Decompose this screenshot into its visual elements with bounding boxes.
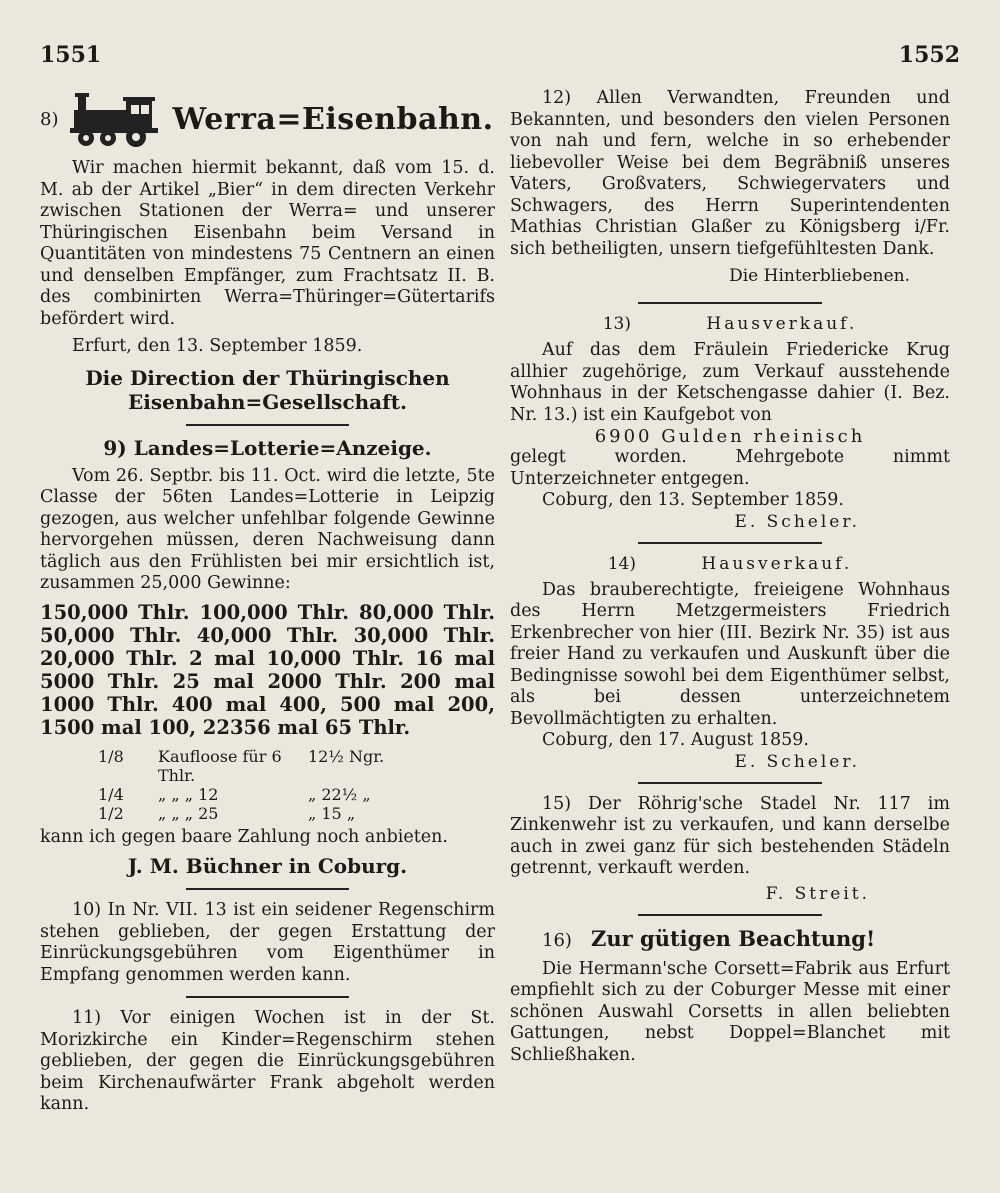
ad-title: Hausverkauf. (706, 314, 858, 334)
ad-title: Zur gütigen Beachtung! (591, 925, 876, 951)
left-column (40, 88, 495, 1116)
ad-date: Coburg, den 17. August 1859. (542, 730, 809, 750)
fraction: 1/2 (98, 803, 124, 823)
ad-title: Hausverkauf. (701, 553, 853, 574)
kaufloose-row (40, 804, 495, 823)
ad-stadel (510, 794, 950, 904)
price-label: „ „ „ 12 (158, 784, 219, 804)
prize-list: 150,000 Thlr. 100,000 Thlr. 80,000 Thlr. 50,000 Thlr. 40,000 Thlr. 30,000 Thlr. 20,000 Thlr. 2 mal 10,000 Thlr. 16 mal 5000 Thlr. 25 mal 2000 Thlr. 200 mal 1000 Thlr. 400 mal 400, 500 mal 200, 1500 mal 100, 22356 mal 65 Thlr. (40, 600, 495, 739)
ad-title: Werra=Eisenbahn. (172, 101, 494, 137)
ad-signature: F. Streit. (765, 883, 870, 904)
ad-signature-line-2: Eisenbahn=Gesellschaft. (128, 389, 407, 414)
ad-signature: E. Scheler. (734, 751, 860, 772)
offer-amount: 6900 Gulden rheinisch (594, 426, 866, 447)
kaufloose-row (40, 747, 495, 785)
ad-signature: Die Hinterbliebenen. (729, 266, 910, 286)
price-extra: „ 22½ „ (308, 784, 371, 804)
ad-body: Die Hermann'sche Corsett=Fabrik aus Erfurt empfiehlt sich zu der Coburger Messe mit einer schönen Auswahl Corsetts in allen beliebten Gattungen, nebst Doppel=Blanchet mit Schließhaken. (510, 958, 950, 1065)
ad-body: Auf das dem Fräulein Friedericke Krug allhier zugehörige, zum Verkauf ausstehende Wohnhaus in der Ketschengasse dahier (I. Bez. Nr. 13.) ist ein Kaufgebot von (510, 340, 950, 425)
separator (638, 914, 823, 916)
separator (638, 782, 823, 784)
fraction: 1/4 (98, 784, 124, 804)
ad-corsett-fabrik (510, 926, 950, 1067)
ad-signature-line-1: Die Direction der Thüringischen (85, 365, 450, 390)
ad-werra-eisenbahn (40, 88, 495, 414)
separator (186, 424, 350, 426)
ad-body: Vom 26. Septbr. bis 11. Oct. wird die letzte, 5te Classe der 56ten Landes=Lotterie in Leipzig gezogen, aus welcher unfehlbar folgende Gewinne hervorgehen müssen, deren Nachweisung dann täglich aus den Frühlisten bei mir ersichtlich ist, zusammen 25,000 Gewinne: (40, 465, 495, 593)
ad-kinder-regenschirm: 11) Vor einigen Wochen ist in der St. Morizkirche ein Kinder=Regenschirm stehen geblieben, der gegen die Einrückungsgebühren beim Kirchenaufwärter Frank abgeholt werden kann. (40, 1008, 495, 1114)
fraction: 1/8 (98, 746, 124, 766)
price-extra: 12½ Ngr. (308, 746, 385, 766)
ad-number: 8) (40, 108, 59, 130)
ad-body: Wir machen hiermit bekannt, daß vom 15. d. M. ab der Artikel „Bier“ in dem directen Verkehr zwischen Stationen der Werra= und unserer Thüringischen Eisenbahn beim Versand in Quantitäten von mindestens 75 Centnern an einen und denselben Empfänger, zum Frachtsatz II. B. des combinirten Werra=Thüringer=Gütertarifs befördert wird. (40, 158, 495, 329)
ad-closing: kann ich gegen baare Zahlung noch anbieten. (40, 826, 448, 847)
ad-date: Coburg, den 13. September 1859. (542, 490, 844, 510)
ad-regenschirm-vii: 10) In Nr. VII. 13 ist ein seidener Regenschirm stehen geblieben, der gegen Erstattung der Einrückungsgebühren vom Eigenthümer in Empfang genommen werden kann. (40, 900, 495, 985)
ad-number: 16) (542, 929, 572, 951)
separator (638, 542, 823, 544)
price-label: „ „ „ 25 (158, 803, 219, 823)
ad-heading: 9) Landes=Lotterie=Anzeige. (103, 435, 432, 460)
ad-number: 14) (607, 553, 636, 574)
kaufloose-row (40, 785, 495, 804)
separator (186, 888, 350, 890)
locomotive-icon (70, 90, 160, 148)
ad-body: Das brauberechtigte, freieigene Wohnhaus des Herrn Metzgermeisters Friedrich Erkenbrecher von hier (III. Bezirk Nr. 35) ist aus freier Hand zu verkaufen und Auskunft über die Bedingnisse sowohl bei dem Eigenthümer selbst, als bei dessen unterzeichnetem Bevollmächtigten zu erhalten. (510, 579, 950, 729)
ad-hausverkauf-krug (510, 314, 950, 532)
ad-body-continued: gelegt worden. Mehrgebote nimmt Unterzeichneter entgegen. (510, 447, 950, 489)
separator (186, 996, 350, 998)
kaufloose-table (40, 747, 495, 823)
ad-signature: J. M. Büchner in Coburg. (127, 854, 408, 878)
ad-signature: E. Scheler. (734, 511, 860, 532)
price-extra: „ 15 „ (308, 803, 356, 823)
page-number-right: 1552 (898, 42, 960, 68)
ad-number: 13) (602, 314, 631, 334)
ad-hausverkauf-erkenbrecher (510, 554, 950, 772)
ad-body: 15) Der Röhrig'sche Stadel Nr. 117 im Zinkenwehr ist zu verkaufen, und kann derselbe auch in zwei ganz für sich bestehenden Städeln getrennt, verkauft werden. (510, 793, 950, 878)
right-column (510, 88, 950, 1066)
price-label: Kaufloose für 6 Thlr. (158, 746, 282, 785)
ad-landes-lotterie (40, 436, 495, 879)
ad-date: Erfurt, den 13. September 1859. (72, 336, 363, 356)
separator (638, 302, 823, 304)
ad-body: 12) Allen Verwandten, Freunden und Bekannten, und besonders den vielen Personen von nah und fern, welche in so erhebender liebevoller Weise bei dem Begräbniß unseres Vaters, Großvaters, Schwiegervaters und Schwagers, des Herrn Superintendenten Mathias Christian Glaßer zu Königsberg i/Fr. sich betheiligten, unsern tiefgefühltesten Dank. (510, 88, 950, 259)
page-number-left: 1551 (40, 42, 102, 68)
ad-danksagung (510, 88, 950, 286)
